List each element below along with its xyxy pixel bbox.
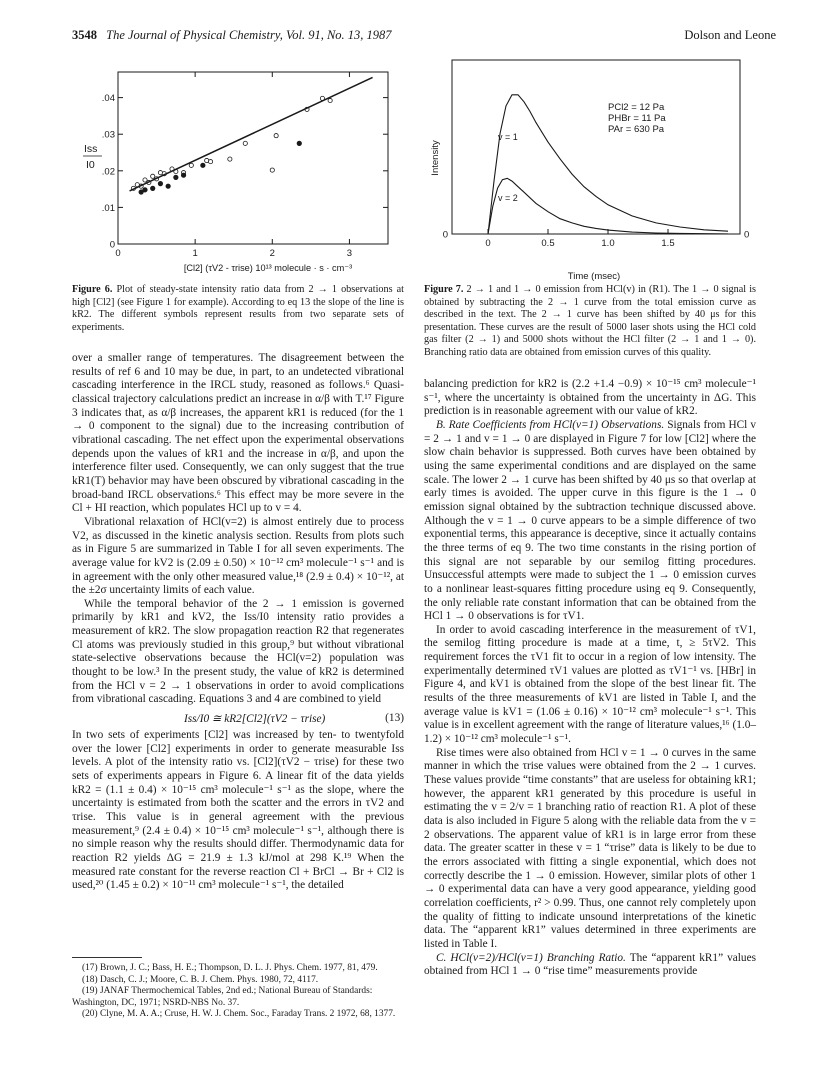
fig7-label-v1: v = 1 — [498, 132, 518, 142]
fig6-point-open — [228, 157, 232, 161]
fig6-ylabel-i0: I0 — [86, 159, 95, 171]
equation-13-number: (13) — [385, 712, 404, 724]
figure-6-caption — [72, 284, 404, 334]
fig6-y-tick-label: .02 — [101, 166, 115, 178]
fig7-x-tick-label: 0.5 — [541, 238, 555, 249]
right-paragraph-2: Signals from HCl v = 2 → 1 and v = 1 → 0 are displayed in Figure 7 for low [Cl2] where the slow chain behavior is suppressed. Both curves have been obtained by using the same experimental conditions and are displayed on the same scale. The lower 2 → 1 curve has been shifted by 40 μs so that overlap at early times is avoided. The upper curve in this figure is the 1 → 0 emission signal obtained by the subtraction technique discussed above. Although the v = 1 → 0 curve appears to be a simple difference of two exponential terms, this appearance is deceptive, since it actually contains the three terms of eq 9. The two time constants in the rising portion of this signal are not separable by our semilog fitting procedures. Unsuccessful attempts were made to subject the 1 → 0 emission curves to a nonlinear least-squares fitting procedure using eq 9. Consequently, the only reliable rate constant information that can be obtained from the HCl 1 → 0 observations is for τV1. — [424, 418, 756, 623]
running-header — [72, 28, 776, 44]
left-column-top — [72, 352, 404, 707]
left-column-bottom — [72, 729, 404, 893]
fig6-x-tick-label: 2 — [269, 248, 275, 259]
fig6-frame — [118, 72, 388, 244]
figure-6-caption-text: Plot of steady-state intensity ratio data from 2 → 1 observations at high [Cl2] (see Figure 1 for example). According to eq 13 the slope of the line is kR2. The different symbols represent results from two separate sets of experiments. — [72, 284, 404, 333]
left-paragraph-4: In two sets of experiments [Cl2] was increased by ten- to twentyfold over the lower [Cl2] experiments in order to generate measurable Iss levels. A plot of the intensity ratio vs. [Cl2](τV2 − τrise) for these two sets of experiments appears in Figure 6. A linear fit of the data yields kR2 = (1.1 ± 0.4) × 10⁻¹⁵ cm³ molecule⁻¹ s⁻¹ as the slope, where the uncertainty is estimated from both the scatter and the errors in τV2 and τrise. This value is in general agreement with the previous measurement,⁹ (2.4 ± 0.4) × 10⁻¹⁵ cm³ molecule⁻¹ s⁻¹, although there is no simple reason why the results should differ. Thermodynamic data for reaction R2 yields ΔG = 21.9 ± 1.3 kJ/mol at 298 K.¹⁹ When the measured rate constant for the reverse reaction Cl + BrCl → Br + Cl2 is used,²⁰ (1.45 ± 0.2) × 10⁻¹¹ cm³ molecule⁻¹ s⁻¹, the detailed — [72, 729, 404, 892]
fig7-right-zero-label: 0 — [744, 229, 750, 241]
equation-13-body: Iss/I0 ≅ kR2[Cl2](τV2 − τrise) — [184, 713, 326, 725]
page-number: 3548 — [72, 28, 97, 42]
right-paragraph-3: In order to avoid cascading interference in the measurement of τV1, the semilog fitting procedure is made at a time, t, ≥ 5τV2. This requirement forces the τV1 fit to occur in a region of low intensity. The experimentally determined τV1 values are plotted as τV1⁻¹ vs. [HBr] in Figure 4, and kV1 is obtained from the slope of the best linear fit. The results of the three measurements of kV1 are listed in Table I, and the average value is kV1 = (1.06 ± 0.16) × 10⁻¹² cm³ molecule⁻¹ s⁻¹. This value is in excellent agreement with the range of literature values,¹⁶ (1.0–1.2) × 10⁻¹² cm³ molecule⁻¹ s⁻¹. — [424, 623, 756, 746]
fig7-legend-pcl2: PCl2 = 12 Pa — [608, 102, 665, 113]
left-paragraph-1: over a smaller range of temperatures. The disagreement between the results of ref 6 and 10 may be due, in part, to an undetected vibrational cascading interference in the IRCL study, reasoned as follows.⁶ Quasi-classical trajectory calculations predict an increase in α/β with T.¹⁷ Figure 3 indicates that, as α/β increases, the apparent kR1 is reduced (for the 1 → 0 component to the signal) due to the increasing contribution of vibrational cascading. The net effect upon the experimental observations depends upon the values of kR1 and the increase in α/β, and upon the interference filter used. Consequently, we can only suggest that the true kR1(T) behavior may have been obscured by vibrational cascading in the broad-band IRCL observations.⁶ This effect may be more severe in the Cl + HI reaction, which populates HCl up to v = 4. — [72, 352, 404, 515]
fig6-fit-line — [130, 77, 373, 190]
fig7-label-v2: v = 2 — [498, 193, 518, 203]
fig6-ylabel-iss: Iss — [84, 143, 98, 155]
fig6-point-open — [151, 174, 155, 178]
fig6-point-filled — [151, 186, 155, 190]
fig7-x-tick-label: 0 — [485, 238, 491, 249]
fig6-y-tick-label: .03 — [101, 129, 115, 141]
journal-citation: The Journal of Physical Chemistry, Vol. 91, No. 13, 1987 — [106, 28, 392, 42]
fig6-y-tick-label: .01 — [101, 202, 115, 214]
fig6-point-filled — [174, 175, 178, 179]
equation-13 — [72, 712, 404, 728]
fig7-xlabel: Time (msec) — [567, 271, 621, 282]
fig6-y-tick-label: 0 — [109, 239, 115, 251]
fig7-ylabel: Intensity — [430, 140, 441, 176]
figure-6-caption-label: Figure 6. — [72, 284, 113, 295]
fig6-point-open — [243, 141, 247, 145]
fig7-legend-par: PAr = 630 Pa — [608, 124, 665, 135]
footnote-rule — [72, 957, 142, 958]
fig6-point-open — [270, 168, 274, 172]
fig7-frame — [452, 60, 740, 234]
fig6-point-filled — [143, 188, 147, 192]
section-b-heading: B. Rate Coefficients from HCl(v=1) Observations. — [436, 418, 665, 431]
right-paragraph-4: Rise times were also obtained from HCl v = 1 → 0 curves in the same manner in which the τrise values were obtained from the 2 → 1 curves. These values provide “time constants” that are useless for obtaining kR1; however, the apparent kR1 generated by this procedure is useful in estimating the v = 2/v = 1 branching ratio of reaction R1. A plot of these data is also included in Figure 5 along with the reliable data from the v = 2 observations. The apparent value of kR1 is in large error from these data. The greater scatter in these v = 1 “τrise” data is likely to be due to the errors associated with fitting a single exponential, which does not correctly describe the 1 → 0 emission. However, similar plots of other 1 → 0 experimental data can have a very good appearance, yielding good correlation coefficients, r² > 0.99. Thus, one cannot rely completely upon the quality of fitting to indicate unsound interpretations of the kinetic data. The “apparent kR1” values determined in three experiments are listed in Table I. — [424, 746, 756, 950]
authors: Dolson and Leone — [684, 28, 776, 42]
footnote-20: (20) Clyne, M. A. A.; Cruse, H. W. J. Chem. Soc., Faraday Trans. 2 1972, 68, 1377. — [82, 1009, 396, 1020]
fig6-x-tick-label: 0 — [115, 248, 121, 259]
footnotes — [72, 963, 404, 1021]
right-paragraph-1: balancing prediction for kR2 is (2.2 +1.4 −0.9) × 10⁻¹⁵ cm³ molecule⁻¹ s⁻¹, where the uncertainty is obtained from the uncertainty in ΔG. This prediction is in reasonable agreement with our value of kR2. — [424, 378, 756, 418]
fig6-point-filled — [201, 163, 205, 167]
fig6-point-open — [143, 178, 147, 182]
footnote-19: (19) JANAF Thermochemical Tables, 2nd ed.; National Bureau of Standards: Washington, DC, 1971; NSRD-NBS No. 37. — [72, 986, 373, 1008]
left-paragraph-3: While the temporal behavior of the 2 → 1 emission is governed primarily by kR1 and kV2, the Iss/I0 intensity ratio provides a measurement of kR2. The slow propagation reaction R2 that regenerates Cl atoms was previously studied in this group,⁹ but without vibrational state-selective observations because the HCl(v=2) population was thought to be low.³ In the present study, the value of kR2 is determined from the HCl v = 2 → 1 observations in order to avoid complications from vibrational cascading. Equations 3 and 4 are combined to yield — [72, 597, 404, 706]
fig7-y-zero-label: 0 — [442, 229, 448, 241]
section-c-heading: C. HCl(v=2)/HCl(v=1) Branching Ratio. — [436, 951, 626, 964]
footnote-18: (18) Dasch, C. J.; Moore, C. B. J. Chem. Phys. 1980, 72, 4117. — [82, 974, 319, 985]
fig6-point-open — [274, 134, 278, 138]
fig6-x-tick-label: 1 — [192, 248, 198, 259]
figure-7-caption-text: 2 → 1 and 1 → 0 emission from HCl(v) in (R1). The 1 → 0 signal is obtained by subtracting the 2 → 1 curve from the total emission curve as described in the text. The 2 → 1 curve has been shifted by 40 μs for this presentation. These curves are the result of 5000 laser shots using the HCl cold gas filter (2 → 1) and 5000 shots without the HCl filter (2 → 1 and 1 → 0). Branching ratio data are obtained from emission curves of this quality. — [424, 284, 756, 358]
fig6-xlabel: [Cl2] (τV2 - τrise) 10¹³ molecule · s · cm⁻³ — [183, 263, 353, 273]
fig6-point-open — [208, 160, 212, 164]
figure-7-plot — [422, 54, 754, 284]
fig6-point-filled — [181, 173, 185, 177]
fig6-point-filled — [158, 181, 162, 185]
figure-7-caption-label: Figure 7. — [424, 284, 464, 295]
right-paragraph-5: The “apparent kR1” values obtained from HCl 1 → 0 “rise time” measurements provide — [424, 951, 756, 978]
figure-7-caption — [424, 284, 756, 360]
fig6-y-tick-label: .04 — [101, 93, 115, 105]
left-paragraph-2: Vibrational relaxation of HCl(v=2) is almost entirely due to process V2, as discussed in the kinetic analysis section. Results from plots such as in Figure 5 are summarized in Table I for all seven experiments. The average value for kV2 is (2.09 ± 0.50) × 10⁻¹² cm³ molecule⁻¹ s⁻¹ and is in agreement with the only other measured value,¹⁸ (2.9 ± 0.4) × 10⁻¹², at the ±2σ uncertainty limits of each value. — [72, 515, 404, 597]
figure-6-plot — [72, 62, 402, 284]
fig7-curve-v2 — [488, 178, 728, 234]
right-column — [424, 378, 756, 979]
fig7-x-tick-label: 1.0 — [601, 238, 615, 249]
fig6-point-open — [189, 163, 193, 167]
fig6-point-filled — [297, 141, 301, 145]
fig6-point-open — [328, 98, 332, 102]
fig7-x-tick-label: 1.5 — [661, 238, 675, 249]
fig6-point-filled — [166, 184, 170, 188]
fig7-legend-phbr: PHBr = 11 Pa — [608, 113, 666, 124]
fig6-x-tick-label: 3 — [346, 248, 353, 259]
footnote-17: (17) Brown, J. C.; Bass, H. E.; Thompson, D. L. J. Phys. Chem. 1977, 81, 479. — [82, 963, 378, 973]
